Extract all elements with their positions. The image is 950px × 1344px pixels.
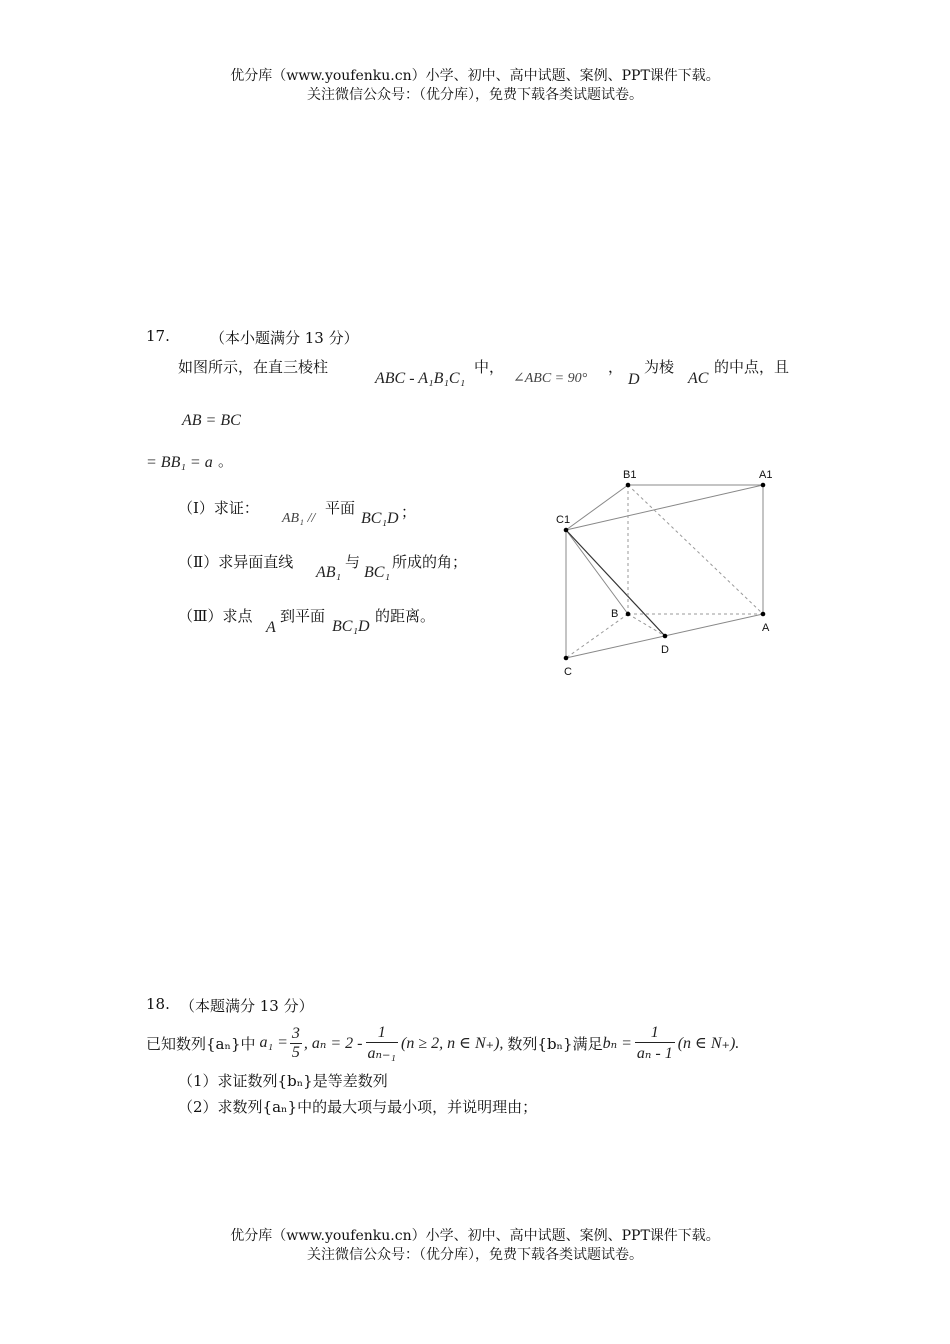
q18-intro: 已知数列{aₙ}中 (146, 1034, 256, 1053)
q17-part1-end: ； (401, 503, 417, 521)
vertex-b (626, 612, 631, 617)
q18-score: （本题满分 13 分） (180, 997, 314, 1015)
q18-bn: bₙ = (602, 1035, 632, 1052)
edge-c1-d (566, 530, 665, 636)
q18-statement (146, 1015, 739, 1071)
vertex-b1 (626, 483, 631, 488)
q17-cond-2: = BB₁ = a (146, 454, 213, 471)
q18-number: 18. (146, 995, 170, 1013)
prism-solid-edges (566, 485, 763, 658)
header-line-2: 关注微信公众号：（优分库），免费下载各类试题试卷。 (307, 87, 643, 103)
vertex-c1 (564, 528, 569, 533)
q18-frac-3 (635, 1024, 675, 1063)
vertex-a (761, 612, 766, 617)
q17-part3-label: （Ⅲ）求点 (178, 607, 253, 625)
q17-part1-math2: BC₁D (361, 510, 399, 527)
q17-angle: ∠ABC = 90° (513, 371, 588, 386)
q18-frac-2-num: 1 (366, 1024, 399, 1043)
q18-part1: （1）求证数列{bₙ}是等差数列 (178, 1072, 388, 1090)
label-a1: A1 (759, 469, 773, 481)
footer-line-1: 优分库（www.youfenku.cn）小学、初中、高中试题、案例、PPT课件下载。 (230, 1228, 720, 1244)
q17-score: （本小题满分 13 分） (210, 329, 359, 347)
prism-hidden-edges (566, 485, 763, 658)
q18-frac-1-den: 5 (291, 1043, 300, 1061)
q17-number: 17. (146, 327, 170, 345)
q17-part2-text: 与 (345, 553, 361, 571)
q18-an: , aₙ = 2 - (303, 1035, 363, 1052)
vertex-a1 (761, 483, 766, 488)
label-c1: C1 (556, 514, 571, 526)
q17-intro-b: 中， (474, 358, 505, 376)
q17-part3-end: 的距离。 (375, 607, 436, 625)
q17-intro-c: ， (608, 358, 624, 376)
q17-part2-math1: AB₁ (316, 564, 342, 581)
q17-part2-math2: BC₁ (364, 564, 391, 581)
q17-part1-text: 平面 (325, 499, 356, 517)
q18-a1: a₁ = (259, 1034, 288, 1051)
q17-intro-e: 的中点，且 (714, 358, 790, 376)
label-c: C (564, 666, 572, 678)
label-b1: B1 (623, 469, 637, 481)
q18-frac-2-den: aₙ₋₁ (367, 1044, 396, 1062)
q17-intro-d: 为棱 (644, 358, 675, 376)
q17-part1-label: （Ⅰ）求证： (178, 499, 259, 517)
q18-seq-b: 数列{bₙ}满足 (507, 1034, 603, 1053)
q18-frac-1-num: 3 (291, 1024, 300, 1042)
q17-part2-label: （Ⅱ）求异面直线 (178, 553, 294, 571)
q17-part1-math1: AB₁ // (282, 511, 316, 526)
q18-cond-2: (n ∈ N₊). (677, 1035, 740, 1052)
q17-part3-math1: A (266, 619, 276, 636)
label-d: D (661, 644, 669, 656)
q18-part2: （2）求数列{aₙ}中的最大项与最小项，并说明理由； (178, 1098, 538, 1116)
q17-edge-ac: AC (688, 370, 709, 387)
q17-part3-text: 到平面 (280, 607, 326, 625)
label-b: B (611, 608, 619, 620)
q18-frac-1 (290, 1025, 302, 1062)
q17-intro-a: 如图所示，在直三棱柱 (178, 358, 329, 376)
q18-frac-3-den: aₙ - 1 (636, 1044, 673, 1062)
q17-part2-end: 所成的角； (392, 553, 468, 571)
q17-cond-1: AB = BC (182, 412, 241, 429)
q18-cond: (n ≥ 2, n ∈ N₊), (401, 1035, 504, 1052)
vertex-c (564, 656, 569, 661)
q17-prism: ABC - A₁B₁C₁ (375, 370, 466, 387)
label-a: A (762, 622, 770, 634)
vertex-d (663, 634, 668, 639)
q17-cond-2-end: 。 (218, 452, 234, 470)
q17-part3-math2: BC₁D (332, 618, 370, 635)
footer-line-2: 关注微信公众号：（优分库），免费下载各类试题试卷。 (307, 1247, 643, 1263)
header-line-1: 优分库（www.youfenku.cn）小学、初中、高中试题、案例、PPT课件下载。 (230, 68, 720, 84)
q17-point-d: D (628, 371, 640, 388)
q18-frac-3-num: 1 (635, 1024, 675, 1043)
prism-figure (540, 460, 790, 690)
q18-frac-2 (366, 1024, 399, 1063)
